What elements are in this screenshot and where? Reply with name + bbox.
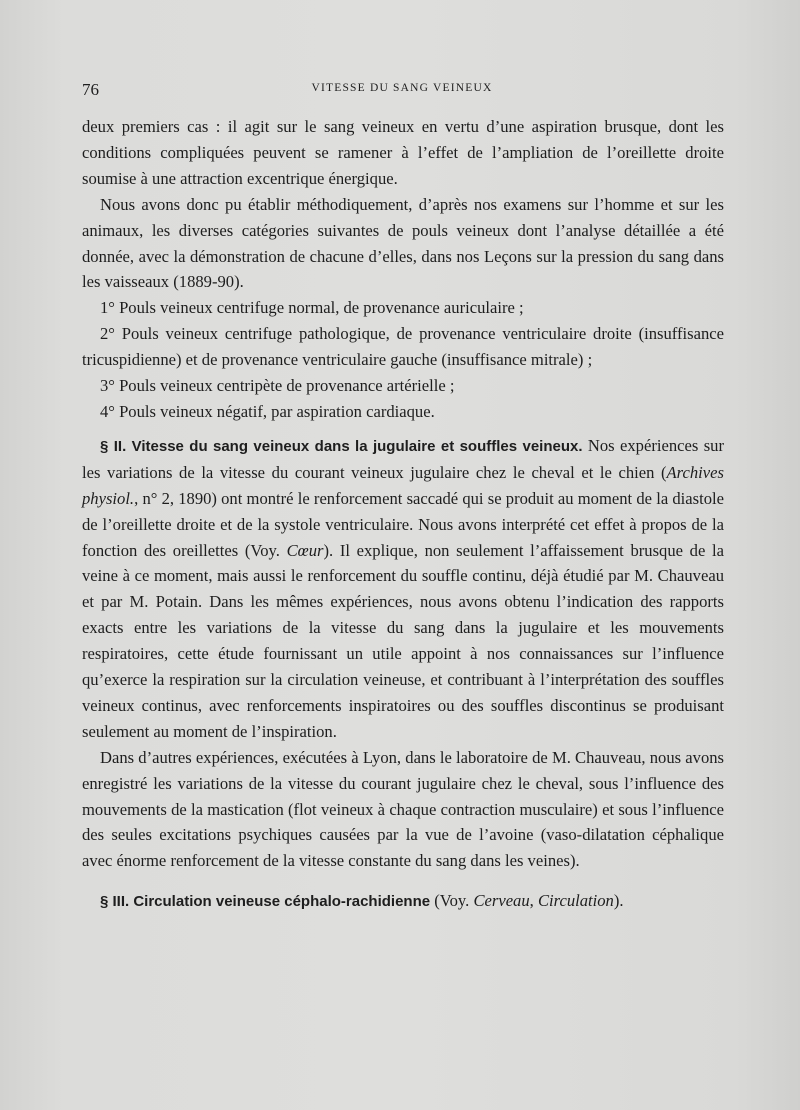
section-3-title: Circulation veineuse céphalo-rachidienne bbox=[133, 893, 431, 911]
intro-continuation: deux premiers cas : il agit sur le sang veineux en vertu d’une aspiration brusque, dont les conditions compliquées peuvent se ramener à l’effet de l’ampliation de l’oreillette droite soumise à une attraction excentrique énergique. bbox=[82, 117, 724, 188]
section-3-paragraph bbox=[82, 888, 724, 915]
section-2-marker: § II. bbox=[100, 437, 127, 455]
citation-coeur: Cœur bbox=[286, 540, 324, 560]
section-2-paragraph-2: Dans d’autres expériences, exécutées à Lyon, dans le laboratoire de M. Chauveau, nous avons enregistré les variations de la vitesse du courant jugulaire chez le cheval, sous l’influence des mouvements de la mastication (flot veineux à chaque contraction musculaire) et sous l’influence des seules excitations psychiques causées par la vue de l’avoine (vaso-dilatation céphalique avec énorme renforcement de la vitesse constante du sang dans les veines). bbox=[82, 747, 724, 871]
section-2-text-a: Nos expériences sur les variations de la vitesse du courant veineux jugulaire chez le cheval et le chien ( bbox=[82, 435, 724, 482]
section-2-paragraph bbox=[82, 433, 724, 745]
page-body bbox=[82, 114, 724, 915]
page-number: 76 bbox=[82, 80, 99, 99]
list-item-2: 2° Pouls veineux centrifuge pathologique, de provenance ventriculaire droite (insuffisance tricuspidienne) et de provenance ventriculaire gauche (insuffisance mitrale) ; bbox=[82, 324, 724, 370]
list-item-3: 3° Pouls veineux centripète de provenance artérielle ; bbox=[100, 376, 455, 396]
citation-cerveau: Cerveau bbox=[473, 891, 530, 911]
section-2-title: Vitesse du sang veineux dans la jugulaire et souffles veineux. bbox=[131, 437, 583, 455]
citation-circulation: Circulation bbox=[537, 891, 614, 911]
section-2-text-c: ). Il explique, non seulement l’affaissement brusque de la veine à ce moment, mais aussi le renforcement du souffle continu, déjà étudié par M. Chauveau et par M. Potain. Dans les mêmes expériences, nous avons obtenu l’indication des rapports exacts entre les variations de la vitesse du sang dans la jugulaire et les mouvements respiratoires, cette étude fournissant un utile appoint à nos connaissances sur l’influence qu’exerce la respiration sur la circulation veineuse, et contribuant à l’interprétation des souffles veineux continus, avec renforcements inspiratoires ou des souffles discontinus se produisant seulement au moment de l’inspiration. bbox=[82, 540, 724, 741]
citation-archives-physiol: Archives physiol. bbox=[82, 462, 724, 508]
section-3-text-b: ). bbox=[613, 891, 624, 911]
intro-paragraph: Nous avons donc pu établir méthodiquement, d’après nos examens sur l’homme et sur les animaux, les diverses catégories suivantes de pouls veineux dont l’analyse détaillée a été donnée, avec la démonstration de chacune d’elles, dans nos Leçons sur la pression du sang dans les vaisseaux (1889-90). bbox=[82, 194, 724, 292]
list-item-4: 4° Pouls veineux négatif, par aspiration cardiaque. bbox=[100, 401, 435, 421]
section-3-text-a: (Voy. bbox=[434, 891, 474, 911]
running-title: VITESSE DU SANG VEINEUX bbox=[311, 82, 493, 94]
section-2-text-b: , n° 2, 1890) ont montré le renforcement saccadé qui se produit au moment de la diastole de l’oreillette droite et de la systole ventriculaire. Nous avons interprété cet effet à propos de la fonction des oreillettes (Voy. bbox=[82, 488, 724, 560]
section-3-sep: , bbox=[529, 891, 538, 911]
page-header bbox=[82, 80, 722, 100]
section-3-marker: § III. bbox=[100, 893, 130, 911]
list-item-1: 1° Pouls veineux centrifuge normal, de provenance auriculaire ; bbox=[100, 298, 524, 318]
